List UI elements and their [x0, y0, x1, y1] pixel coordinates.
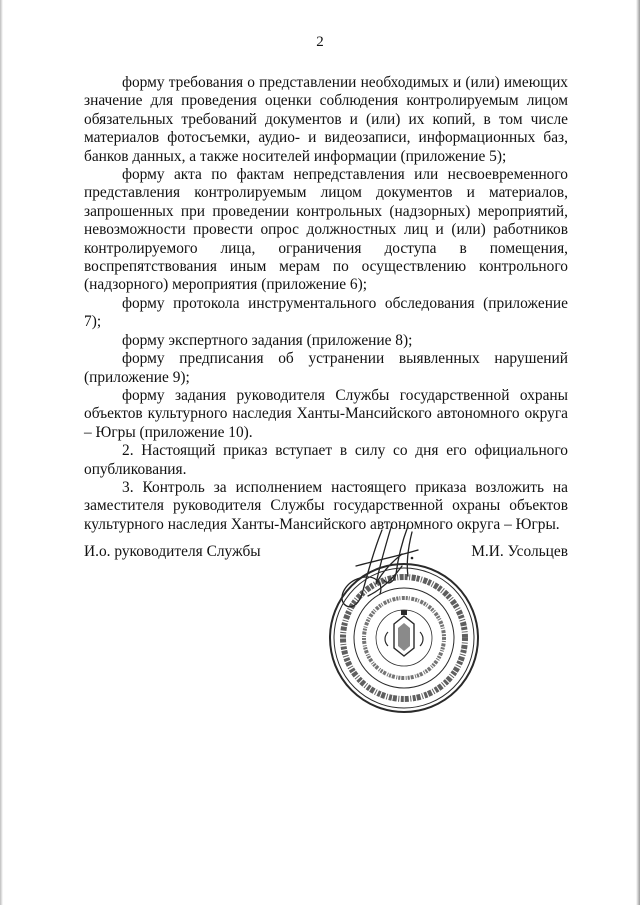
paragraph-form-8: форму экспертного задания (приложение 8);: [122, 331, 413, 349]
signer-name: М.И. Усольцев: [471, 543, 568, 560]
scan-edge-right: [636, 0, 640, 905]
scan-edge-left: [0, 0, 3, 905]
paragraph-form-10: форму задания руководителя Службы государственной охраны объектов культурного наследия Ханты-Мансийского автономного округа – Югры (приложение 10).: [84, 386, 568, 441]
page-number: 2: [316, 34, 324, 50]
seal-rings: [330, 564, 478, 712]
official-seal: [322, 520, 482, 720]
paragraph-form-7: форму протокола инструментального обследования (приложение 7);: [84, 294, 568, 331]
signer-title: И.о. руководителя Службы: [84, 543, 261, 560]
clause-3: 3. Контроль за исполнением настоящего приказа возложить на заместителя руководителя Службы государственной охраны объектов культурного наследия Ханты-Мансийского автономного округа – Югры.: [84, 478, 568, 533]
paragraph-form-9: форму предписания об устранении выявленных нарушений (приложение 9);: [84, 350, 568, 386]
paragraph-form-6: форму акта по фактам непредставления или несвоевременного представления контролируемым лицом документов и материалов, запрошенных при проведении контрольных (надзорных) мероприятий, невозможности провести опрос должностных лиц и (или) работников контролируемого лица, ограничения доступа в помещения, воспрепятствования иным мерам по осуществлению контрольного (надзорного) мероприятия (приложение 6);: [84, 166, 568, 294]
seal-and-signature-icon: [322, 520, 482, 720]
paragraph-form-5: форму требования о представлении необходимых и (или) имеющих значение для проведения оценки соблюдения контролируемым лицом обязательных требований документов и (или) их копий, в том числе материалов фотосъемки, аудио- и видеозаписи, информационных баз, банков данных, а также носителей информации (приложение 5);: [84, 74, 568, 165]
document-body: [84, 74, 568, 534]
clause-2: 2. Настоящий приказ вступает в силу со дня его официального опубликования.: [84, 442, 568, 478]
